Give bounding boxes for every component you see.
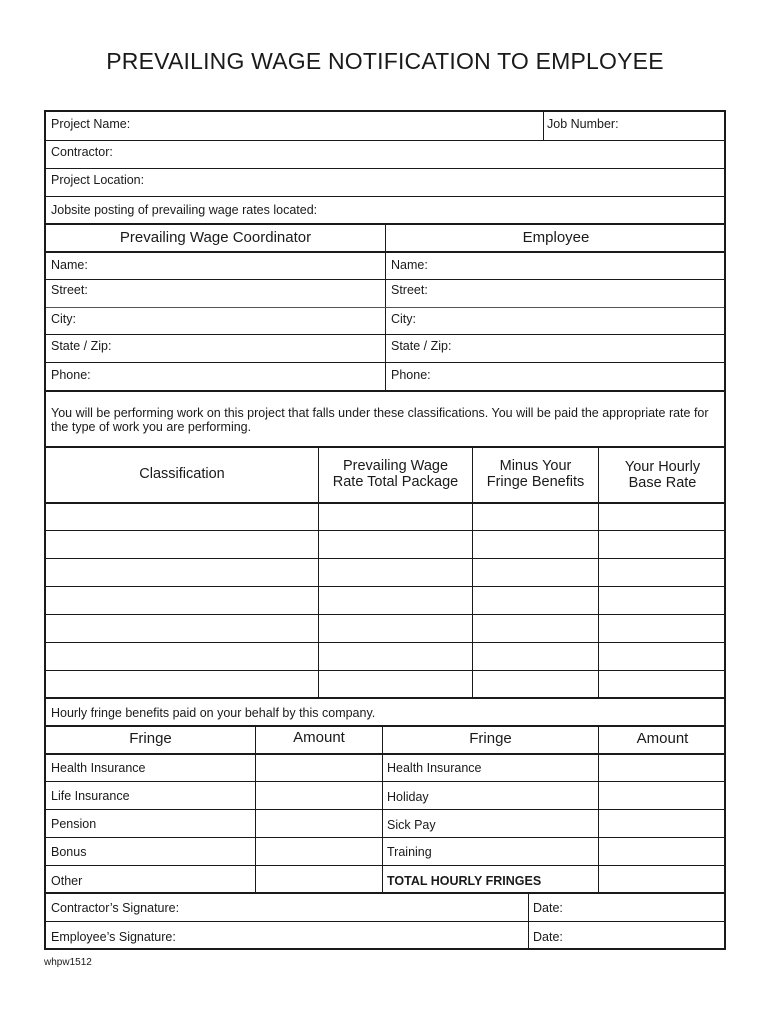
fringe-row-divider [46,865,724,866]
fringe-notice: Hourly fringe benefits paid on your behalf by this company. [51,706,376,720]
row-divider [46,334,724,335]
row-divider [46,251,724,253]
row-divider [46,279,724,280]
prevailing-wage-column-header: Prevailing Wage Rate Total Package [332,458,459,490]
employee-state-zip-label: State / Zip: [391,339,452,353]
coordinator-header: Prevailing Wage Coordinator [119,229,312,246]
fringe-right-header: Fringe [469,730,512,747]
wage-column-divider [472,447,473,698]
notification-form [44,110,726,950]
row-divider [46,140,724,141]
section-divider [46,892,724,894]
row-divider [46,168,724,169]
fringe-left-item: Health Insurance [51,761,146,775]
contractor-label: Contractor: [51,145,113,159]
employee-street-label: Street: [391,283,428,297]
coordinator-state-zip-label: State / Zip: [51,339,112,353]
fringe-header-divider [46,753,724,755]
coordinator-phone-label: Phone: [51,368,91,382]
fringe-benefits-column-header: Minus Your Fringe Benefits [486,458,585,490]
fringe-right-item: Sick Pay [387,818,436,832]
jobsite-posting-label: Jobsite posting of prevailing wage rates located: [51,203,318,217]
fringe-left-item: Pension [51,817,97,831]
fringe-row-divider [46,837,724,838]
row-divider [46,921,724,922]
total-hourly-fringes-label: TOTAL HOURLY FRINGES [387,874,542,888]
fringe-left-item: Bonus [51,845,87,859]
fringe-left-header: Fringe [129,730,172,747]
row-divider [46,362,724,363]
project-location-label: Project Location: [51,173,145,187]
project-divider [543,112,544,140]
base-rate-column-header: Your Hourly Base Rate [624,459,701,491]
fringe-left-item: Other [51,874,83,888]
employee-name-label: Name: [391,258,428,272]
wage-row-divider [46,614,724,615]
wage-row-divider [46,586,724,587]
wage-row-divider [46,642,724,643]
fringe-right-item: Training [387,845,432,859]
amount-right-header: Amount [636,730,689,747]
fringe-right-item: Health Insurance [387,761,482,775]
amount-left-header: Amount [293,729,345,746]
row-divider [46,196,724,197]
employee-signature-label: Employee’s Signature: [51,930,176,944]
fringe-row-divider [46,809,724,810]
section-divider [46,725,724,727]
coordinator-name-label: Name: [51,258,88,272]
wage-column-divider [598,447,599,698]
job-number-label: Job Number: [547,117,619,131]
employee-phone-label: Phone: [391,368,431,382]
wage-header-divider [46,502,724,504]
contractor-signature-label: Contractor’s Signature: [51,901,180,915]
page-title: PREVAILING WAGE NOTIFICATION TO EMPLOYEE [106,48,664,74]
fringe-row-divider [46,781,724,782]
wage-row-divider [46,558,724,559]
section-divider [46,390,724,392]
project-name-label: Project Name: [51,117,131,131]
employee-date-label: Date: [533,930,563,944]
wage-column-divider [318,447,319,698]
employee-city-label: City: [391,312,416,326]
classification-column-header: Classification [139,466,225,482]
section-divider [46,697,724,699]
fringe-left-item: Life Insurance [51,789,130,803]
classification-notice: You will be performing work on this project that falls under these classifications. You will be paid the appropriate rate for the type of work you are performing. [51,406,709,434]
section-divider [46,446,724,448]
wage-row-divider [46,670,724,671]
employee-header: Employee [522,229,590,246]
row-divider [46,307,724,308]
fringe-right-item: Holiday [387,790,429,804]
coordinator-city-label: City: [51,312,76,326]
coordinator-street-label: Street: [51,283,88,297]
wage-row-divider [46,530,724,531]
contractor-date-label: Date: [533,901,563,915]
form-code: whpw1512 [44,957,92,968]
